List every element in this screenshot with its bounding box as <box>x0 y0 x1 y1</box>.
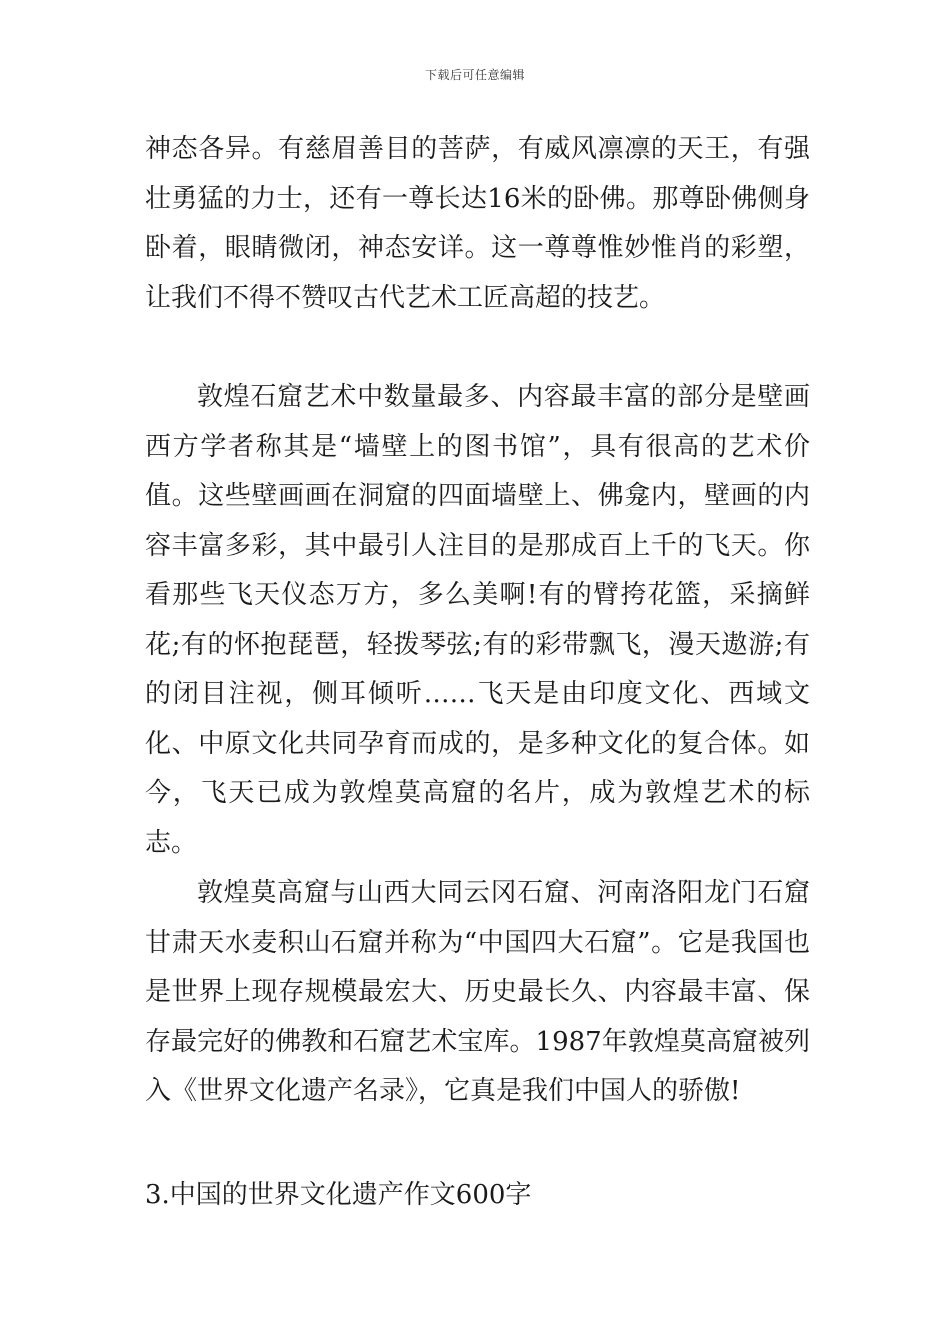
paragraph-buddha-statues: 神态各异。有慈眉善目的菩萨，有威风凛凛的天王，有强壮勇猛的力士，还有一尊长达16米的卧佛。那尊卧佛侧身卧着，眼睛微闭，神态安详。这一尊尊惟妙惟肖的彩塑，让我们不得不赞叹古代艺术工匠高超的技艺。 <box>145 134 810 313</box>
paragraph-four-grottoes: 敦煌莫高窟与山西大同云冈石窟、河南洛阳龙门石窟甘肃天水麦积山石窟并称为“中国四大石窟”。它是我国也是世界上现存规模最宏大、历史最长久、内容最丰富、保存最完好的佛教和石窟艺术宝库。1987年敦煌莫高窟被列入《世界文化遗产名录》，它真是我们中国人的骄傲! <box>145 878 810 1106</box>
header-note: 下载后可任意编辑 <box>424 68 525 82</box>
paragraph-murals-feitian: 敦煌石窟艺术中数量最多、内容最丰富的部分是壁画西方学者称其是“墙壁上的图书馆”，具有很高的艺术价值。这些壁画画在洞窟的四面墙壁上、佛龛内，壁画的内容丰富多彩，其中最引人注目的是那成百上千的飞天。你看那些飞天仪态万方，多么美啊!有的臂挎花篮，采摘鲜花;有的怀抱琵琶，轻拨琴弦;有的彩带飘飞，漫天遨游;有的闭目注视，侧耳倾听……飞天是由印度文化、西域文化、中原文化共同孕育而成的，是多种文化的复合体。如今，飞天已成为敦煌莫高窟的名片，成为敦煌艺术的标志。 <box>145 382 810 858</box>
section-heading: 3.中国的世界文化遗产作文600字 <box>145 1180 532 1210</box>
